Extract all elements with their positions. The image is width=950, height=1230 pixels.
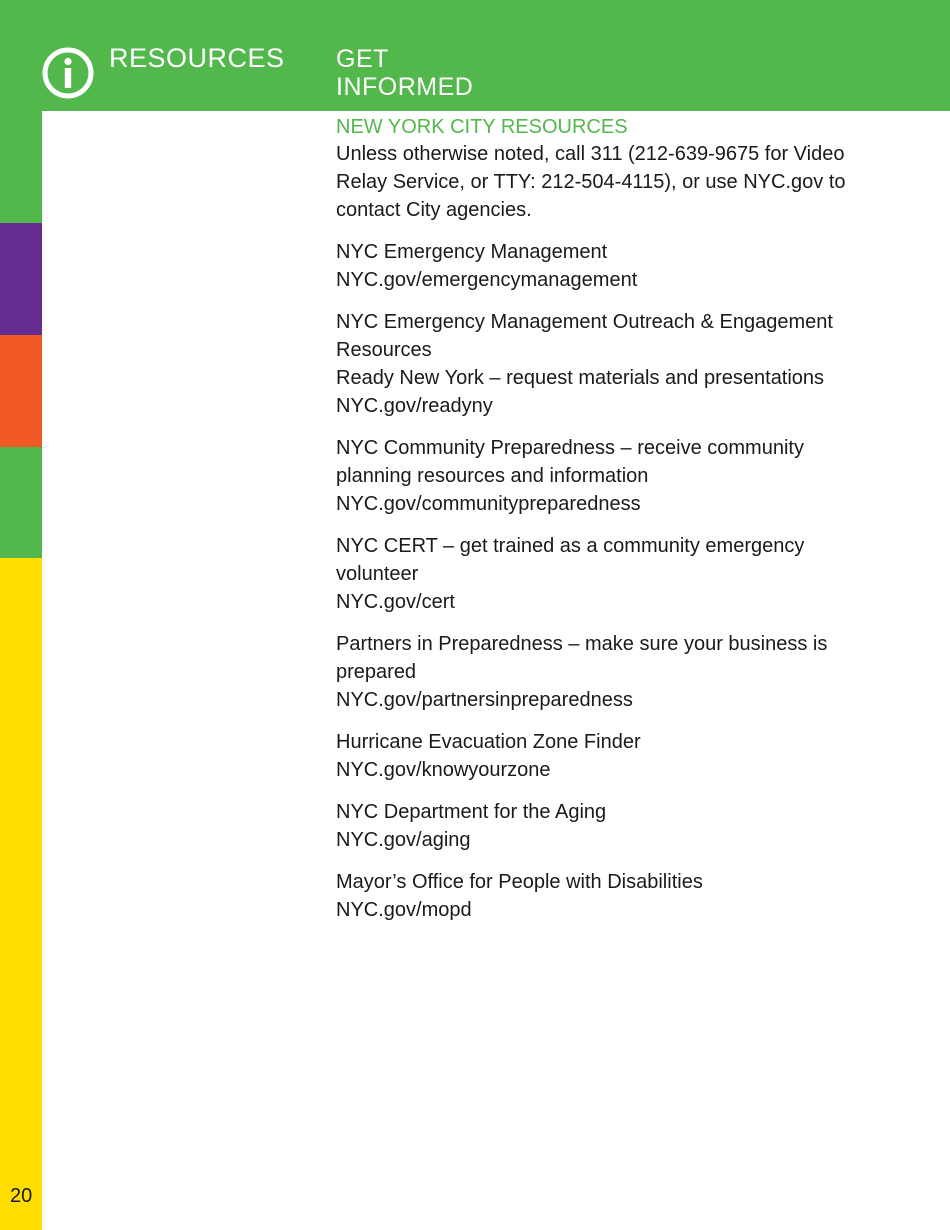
resource-name: NYC CERT – get trained as a community emergency volunteer: [336, 535, 805, 585]
resource-link[interactable]: NYC.gov/partnersinpreparedness: [336, 689, 633, 711]
resource-link[interactable]: NYC.gov/aging: [336, 829, 471, 851]
sidebar-stripe-green-top: [0, 111, 42, 223]
resource-entry: [336, 238, 876, 294]
resource-entry: [336, 798, 876, 854]
resource-link[interactable]: NYC.gov/emergencymanagement: [336, 269, 638, 291]
resources-content: [336, 114, 876, 938]
page-title-line-2: INFORMED: [336, 73, 474, 101]
sidebar-stripe-orange: [0, 335, 42, 447]
resource-link[interactable]: NYC.gov/cert: [336, 591, 455, 613]
resource-entry: [336, 308, 876, 420]
resource-link[interactable]: NYC.gov/readyny: [336, 395, 493, 417]
sidebar-stripe-green: [0, 447, 42, 558]
sidebar-stripe-purple: [0, 223, 42, 335]
resource-name: Mayor’s Office for People with Disabilities: [336, 871, 703, 893]
resource-name: NYC Emergency Management Outreach & Engagement Resources: [336, 311, 833, 361]
resource-entry: [336, 868, 876, 924]
resource-name: Hurricane Evacuation Zone Finder: [336, 731, 641, 753]
intro-text: Unless otherwise noted, call 311 (212-639-9675 for Video Relay Service, or TTY: 212-504-4115), or use NYC.gov to contact City agencies.: [336, 143, 846, 221]
resource-name: NYC Community Preparedness – receive community planning resources and information: [336, 437, 804, 487]
resource-name: NYC Department for the Aging: [336, 801, 607, 823]
page-number: 20: [10, 1185, 33, 1207]
page-title: [336, 45, 473, 101]
header-banner: [0, 0, 950, 111]
sidebar-stripe-yellow: [0, 558, 42, 1230]
resource-name: NYC Emergency Management: [336, 241, 608, 263]
resource-entry: [336, 532, 876, 616]
resource-entry: [336, 728, 876, 784]
resource-entry: [336, 630, 876, 714]
resource-link[interactable]: NYC.gov/mopd: [336, 899, 472, 921]
info-circle-icon: [42, 47, 94, 99]
resource-link[interactable]: NYC.gov/knowyourzone: [336, 759, 551, 781]
resource-entry: [336, 434, 876, 518]
resource-subname: Ready New York – request materials and presentations: [336, 367, 825, 389]
section-heading: NEW YORK CITY RESOURCES: [336, 116, 628, 138]
section-label: RESOURCES: [109, 43, 285, 73]
resource-link[interactable]: NYC.gov/communitypreparedness: [336, 493, 641, 515]
page-title-line-1: GET: [336, 45, 389, 73]
resource-name: Partners in Preparedness – make sure your business is prepared: [336, 633, 828, 683]
